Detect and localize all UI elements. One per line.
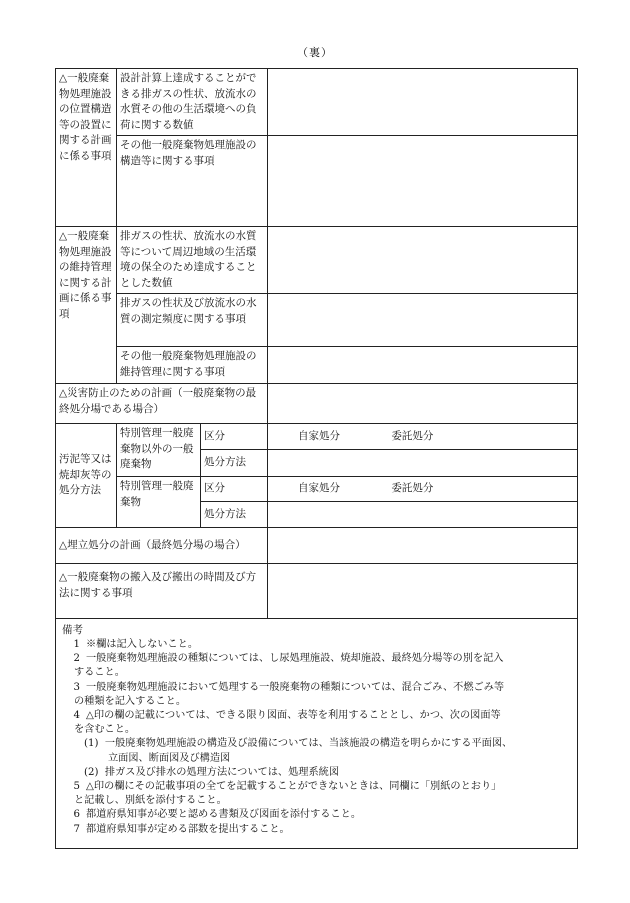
note-4-cont: を含むこと。 (74, 724, 136, 736)
note-3: 3 一般廃棄物処理施設において処理する一般廃棄物の種類については、混合ごみ、不燃ごみ等 (73, 681, 505, 693)
note-1: 1 ※欄は記入しないこと。 (73, 639, 199, 650)
transport-value[interactable] (268, 564, 578, 619)
sludge-label: 汚泥等又は焼却灰等の処分方法 (56, 424, 117, 528)
disaster-plan-value[interactable] (268, 384, 578, 424)
section2-label: △一般廃棄物処理施設の維持管理に関する計画に係る事項 (56, 227, 117, 384)
note-2: 2 一般廃棄物処理施設の種類については、し尿処理施設、焼却施設、最終処分場等の別を記入 (73, 653, 504, 665)
group2-kubun-value[interactable] (268, 477, 578, 502)
section2-item1-value[interactable] (268, 227, 578, 294)
group2-self-disposal[interactable]: 自家処分 (298, 482, 340, 495)
group1-method-label: 処分方法 (201, 450, 268, 477)
sludge-group1-label: 特別管理一般廃棄物以外の一般廃棄物 (117, 424, 201, 477)
section2-item2-value[interactable] (268, 294, 578, 347)
group1-kubun-value[interactable] (268, 424, 578, 450)
landfill-plan-label: △埋立処分の計画（最終処分場の場合） (56, 528, 268, 564)
note-5: 5 △印の欄にその記載事項の全てを記載することができないときは、同欄に「別紙のとおり」 (73, 781, 502, 793)
group2-method-value[interactable] (268, 502, 578, 528)
section1-label: △一般廃棄物処理施設の位置構造等の設置に関する計画に係る事項 (56, 69, 117, 227)
section2-item3-label: その他一般廃棄物処理施設の維持管理に関する事項 (117, 347, 268, 384)
section1-item2-value[interactable] (268, 136, 578, 227)
group1-kubun-label: 区分 (201, 424, 268, 450)
note-4: 4 △印の欄の記載については、できる限り図面、表等を利用することとし、かつ、次の図面等 (73, 710, 501, 722)
transport-label: △一般廃棄物の搬入及び搬出の時間及び方法に関する事項 (56, 564, 268, 619)
group2-kubun-label: 区分 (201, 477, 268, 502)
note-7: 7 都道府県知事が定める部数を提出すること。 (73, 823, 290, 835)
section1-item2-label: その他一般廃棄物処理施設の構造等に関する事項 (117, 136, 268, 227)
section2-item2-label: 排ガスの性状及び放流水の水質の測定頻度に関する事項 (117, 294, 268, 347)
group1-self-disposal[interactable]: 自家処分 (298, 429, 340, 442)
group1-method-value[interactable] (268, 450, 578, 477)
section1-item1-label: 設計計算上達成することができる排ガスの性状、放流水の水質その他の生活環境への負荷に関する数値 (117, 69, 268, 136)
note-4-sub-2: (2) 排ガス及び排水の処理方法については、処理系統図 (84, 766, 340, 778)
section1-item1-value[interactable] (268, 69, 578, 136)
sludge-group2-label: 特別管理一般廃棄物 (117, 477, 201, 528)
note-4-sub-1: (1) 一般廃棄物処理施設の構造及び設備については、当該施設の構造を明らかにする平面図、 (84, 738, 513, 750)
note-2-cont: すること。 (74, 667, 125, 679)
landfill-plan-value[interactable] (268, 528, 578, 564)
disaster-plan-label: △災害防止のための計画（一般廃棄物の最終処分場である場合） (56, 384, 268, 424)
application-form-table (55, 68, 578, 849)
group2-method-label: 処分方法 (201, 502, 268, 528)
note-4-sub-1-cont: 立面図、断面図及び構造図 (108, 752, 231, 764)
notes-title: 備考 (62, 624, 83, 636)
section2-item1-label: 排ガスの性状、放流水の水質等について周辺地域の生活環境の保全のため達成することとした数値 (117, 227, 268, 294)
group1-outsource-disposal[interactable]: 委託処分 (391, 429, 434, 442)
page-title: （裏） (297, 46, 333, 59)
note-6: 6 都道府県知事が必要と認める書類及び図面を添付すること。 (73, 809, 362, 821)
group2-outsource-disposal[interactable]: 委託処分 (391, 482, 434, 495)
notes-section (56, 619, 578, 849)
note-5-cont: と記載し、別紙を添付すること。 (74, 795, 227, 807)
section2-item3-value[interactable] (268, 347, 578, 384)
note-3-cont: の種類を記入すること。 (74, 695, 187, 707)
